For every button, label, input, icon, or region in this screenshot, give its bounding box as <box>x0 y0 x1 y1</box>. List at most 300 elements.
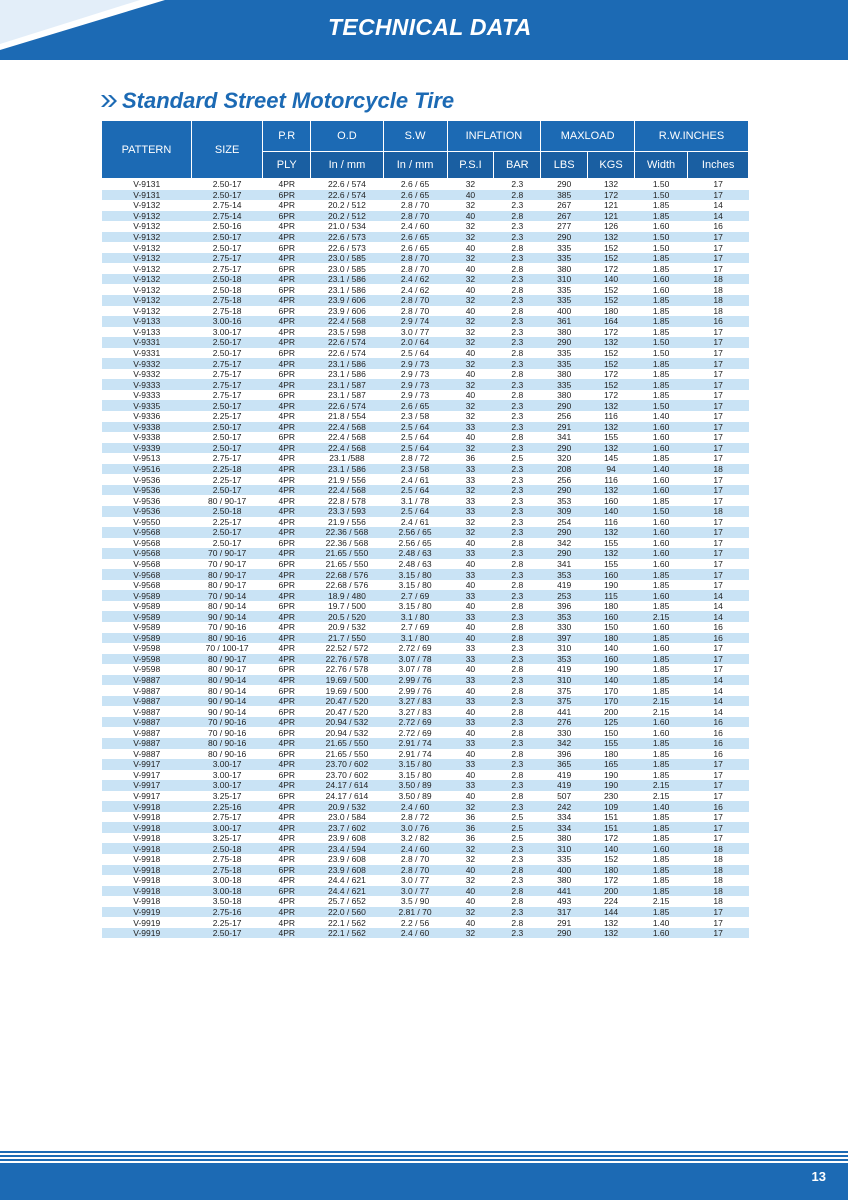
table-cell: 40 <box>447 886 494 897</box>
table-cell: 4PR <box>263 675 311 686</box>
table-cell: 4PR <box>263 200 311 211</box>
table-cell: 4PR <box>263 316 311 327</box>
table-cell: 24.17 / 614 <box>311 780 383 791</box>
table-cell: 396 <box>541 601 588 612</box>
table-cell: 361 <box>541 316 588 327</box>
table-cell: 4PR <box>263 759 311 770</box>
table-cell: 17 <box>688 422 749 433</box>
table-cell: 190 <box>588 664 635 675</box>
table-cell: 2.75-17 <box>191 812 262 823</box>
table-cell: 2.5 / 64 <box>383 443 447 454</box>
table-cell: 70 / 90-16 <box>191 622 262 633</box>
table-cell: 20.94 / 532 <box>311 727 383 738</box>
table-cell: 4PR <box>263 337 311 348</box>
table-cell: V-9536 <box>102 506 191 517</box>
table-cell: 2.50-18 <box>191 284 262 295</box>
table-cell: V-9550 <box>102 517 191 528</box>
table-cell: 90 / 90-14 <box>191 706 262 717</box>
table-cell: 6PR <box>263 770 311 781</box>
table-cell: 1.85 <box>634 601 687 612</box>
table-cell: 2.6 / 65 <box>383 190 447 201</box>
table-cell: 32 <box>447 253 494 264</box>
table-cell: 21.65 / 550 <box>311 738 383 749</box>
table-cell: 21.65 / 550 <box>311 749 383 760</box>
table-cell: 2.4 / 61 <box>383 517 447 528</box>
table-cell: 2.5 / 64 <box>383 485 447 496</box>
page-number: 13 <box>811 1169 826 1184</box>
table-row <box>102 854 749 865</box>
table-cell: 17 <box>688 337 749 348</box>
table-cell: 32 <box>447 400 494 411</box>
table-row <box>102 559 749 570</box>
table-row <box>102 369 749 380</box>
table-row <box>102 727 749 738</box>
table-cell: 126 <box>588 221 635 232</box>
table-cell: 1.85 <box>634 770 687 781</box>
table-cell: 2.3 <box>494 495 541 506</box>
table-cell: 2.8 <box>494 896 541 907</box>
table-cell: 2.2 / 56 <box>383 917 447 928</box>
table-cell: 335 <box>541 295 588 306</box>
table-cell: 4PR <box>263 696 311 707</box>
table-cell: 17 <box>688 643 749 654</box>
table-row <box>102 633 749 644</box>
table-cell: 290 <box>541 928 588 939</box>
table-cell: 17 <box>688 664 749 675</box>
table-cell: 4PR <box>263 400 311 411</box>
table-cell: 2.50-17 <box>191 432 262 443</box>
table-cell: 17 <box>688 928 749 939</box>
table-cell: 2.8 <box>494 580 541 591</box>
table-cell: 441 <box>541 886 588 897</box>
page-title: TECHNICAL DATA <box>328 14 532 40</box>
table-cell: 2.3 <box>494 643 541 654</box>
table-cell: 2.50-17 <box>191 400 262 411</box>
table-cell: 172 <box>588 263 635 274</box>
table-cell: 180 <box>588 601 635 612</box>
table-cell: 33 <box>447 780 494 791</box>
table-cell: V-9568 <box>102 569 191 580</box>
table-cell: 4PR <box>263 358 311 369</box>
table-cell: 22.68 / 576 <box>311 580 383 591</box>
table-cell: V-9918 <box>102 833 191 844</box>
table-cell: 132 <box>588 179 635 190</box>
table-row <box>102 253 749 264</box>
table-cell: 40 <box>447 865 494 876</box>
table-cell: 2.8 <box>494 284 541 295</box>
table-cell: V-9918 <box>102 822 191 833</box>
table-row <box>102 327 749 338</box>
table-cell: 33 <box>447 506 494 517</box>
table-cell: 23.1 / 586 <box>311 464 383 475</box>
table-cell: 3.5 / 90 <box>383 896 447 907</box>
subheader-width: Width <box>634 152 687 179</box>
table-cell: 2.3 <box>494 696 541 707</box>
table-cell: 2.75-18 <box>191 295 262 306</box>
table-cell: 33 <box>447 654 494 665</box>
table-cell: 3.15 / 80 <box>383 759 447 770</box>
table-cell: 3.50-18 <box>191 896 262 907</box>
table-cell: 342 <box>541 538 588 549</box>
table-cell: 2.3 <box>494 675 541 686</box>
table-cell: 151 <box>588 822 635 833</box>
table-cell: 2.9 / 73 <box>383 369 447 380</box>
table-cell: 80 / 90-16 <box>191 633 262 644</box>
table-cell: 18 <box>688 464 749 475</box>
table-cell: 22.6 / 573 <box>311 242 383 253</box>
table-cell: 4PR <box>263 453 311 464</box>
table-cell: 17 <box>688 232 749 243</box>
table-cell: 2.50-18 <box>191 843 262 854</box>
table-cell: 2.75-17 <box>191 263 262 274</box>
table-cell: 14 <box>688 590 749 601</box>
table-cell: 400 <box>541 865 588 876</box>
table-cell: 160 <box>588 654 635 665</box>
table-cell: 2.4 / 61 <box>383 474 447 485</box>
table-cell: 14 <box>688 200 749 211</box>
table-cell: 17 <box>688 369 749 380</box>
table-cell: 1.85 <box>634 263 687 274</box>
table-cell: 290 <box>541 232 588 243</box>
table-cell: 23.4 / 594 <box>311 843 383 854</box>
table-cell: 121 <box>588 200 635 211</box>
table-cell: 1.85 <box>634 749 687 760</box>
table-cell: 256 <box>541 411 588 422</box>
table-cell: 4PR <box>263 517 311 528</box>
table-cell: 19.7 / 500 <box>311 601 383 612</box>
table-cell: 40 <box>447 633 494 644</box>
table-cell: 17 <box>688 348 749 359</box>
table-cell: 36 <box>447 453 494 464</box>
table-cell: 115 <box>588 590 635 601</box>
table-cell: V-9516 <box>102 464 191 475</box>
table-cell: 4PR <box>263 422 311 433</box>
table-cell: 3.0 / 77 <box>383 886 447 897</box>
table-row <box>102 611 749 622</box>
table-cell: 17 <box>688 548 749 559</box>
table-cell: 334 <box>541 812 588 823</box>
table-cell: 14 <box>688 211 749 222</box>
table-row <box>102 263 749 274</box>
table-cell: 40 <box>447 390 494 401</box>
table-cell: V-9132 <box>102 242 191 253</box>
table-cell: 1.85 <box>634 358 687 369</box>
table-cell: 22.4 / 568 <box>311 485 383 496</box>
header-pr: P.R <box>263 121 311 152</box>
table-cell: 2.3 <box>494 611 541 622</box>
table-cell: 4PR <box>263 917 311 928</box>
table-cell: 132 <box>588 548 635 559</box>
table-cell: 290 <box>541 485 588 496</box>
table-cell: 18 <box>688 843 749 854</box>
table-cell: V-9133 <box>102 316 191 327</box>
table-cell: 32 <box>447 274 494 285</box>
table-cell: 2.75-17 <box>191 253 262 264</box>
table-cell: 4PR <box>263 590 311 601</box>
table-cell: 2.8 <box>494 432 541 443</box>
table-cell: 140 <box>588 274 635 285</box>
table-cell: 20.94 / 532 <box>311 717 383 728</box>
header-rw-inches: R.W.INCHES <box>634 121 748 152</box>
table-cell: 4PR <box>263 633 311 644</box>
table-cell: 160 <box>588 611 635 622</box>
table-cell: 200 <box>588 886 635 897</box>
table-cell: 2.5 / 64 <box>383 432 447 443</box>
table-cell: 16 <box>688 738 749 749</box>
table-cell: 335 <box>541 284 588 295</box>
table-cell: V-9513 <box>102 453 191 464</box>
table-cell: 2.50-17 <box>191 242 262 253</box>
table-row <box>102 865 749 876</box>
table-cell: 353 <box>541 495 588 506</box>
table-cell: 33 <box>447 474 494 485</box>
table-cell: 2.75-17 <box>191 453 262 464</box>
table-cell: 40 <box>447 601 494 612</box>
table-row <box>102 928 749 939</box>
table-cell: 2.3 <box>494 232 541 243</box>
table-cell: 70 / 90-17 <box>191 548 262 559</box>
table-cell: 310 <box>541 643 588 654</box>
table-cell: V-9332 <box>102 369 191 380</box>
table-cell: 32 <box>447 854 494 865</box>
table-cell: 3.0 / 77 <box>383 875 447 886</box>
table-cell: 2.7 / 69 <box>383 590 447 601</box>
table-cell: 25.7 / 652 <box>311 896 383 907</box>
table-cell: 4PR <box>263 833 311 844</box>
table-row <box>102 601 749 612</box>
table-row <box>102 791 749 802</box>
table-cell: 32 <box>447 801 494 812</box>
table-cell: 14 <box>688 611 749 622</box>
table-cell: 17 <box>688 770 749 781</box>
table-cell: 2.50-18 <box>191 506 262 517</box>
table-cell: 80 / 90-17 <box>191 569 262 580</box>
table-cell: 151 <box>588 812 635 823</box>
table-cell: 3.0 / 77 <box>383 327 447 338</box>
table-cell: 17 <box>688 907 749 918</box>
table-cell: 2.3 <box>494 274 541 285</box>
table-cell: 1.85 <box>634 327 687 338</box>
header-maxload: MAXLOAD <box>541 121 635 152</box>
table-cell: 2.3 <box>494 358 541 369</box>
table-cell: 335 <box>541 358 588 369</box>
table-cell: 14 <box>688 675 749 686</box>
table-cell: V-9917 <box>102 791 191 802</box>
table-cell: 400 <box>541 306 588 317</box>
table-row <box>102 759 749 770</box>
table-cell: 150 <box>588 622 635 633</box>
table-cell: 1.60 <box>634 284 687 295</box>
table-cell: 2.25-18 <box>191 464 262 475</box>
table-cell: 4PR <box>263 812 311 823</box>
table-cell: 365 <box>541 759 588 770</box>
table-cell: 33 <box>447 611 494 622</box>
table-cell: 160 <box>588 495 635 506</box>
table-cell: 2.8 <box>494 242 541 253</box>
table-cell: 320 <box>541 453 588 464</box>
table-cell: V-9918 <box>102 854 191 865</box>
table-cell: 2.25-16 <box>191 801 262 812</box>
table-row <box>102 801 749 812</box>
table-cell: V-9918 <box>102 886 191 897</box>
table-cell: 3.00-18 <box>191 886 262 897</box>
table-cell: 2.72 / 69 <box>383 727 447 738</box>
table-cell: 6PR <box>263 749 311 760</box>
table-cell: 2.3 <box>494 801 541 812</box>
table-cell: 230 <box>588 791 635 802</box>
table-cell: 1.60 <box>634 517 687 528</box>
table-cell: V-9132 <box>102 211 191 222</box>
table-cell: 335 <box>541 242 588 253</box>
table-cell: 14 <box>688 601 749 612</box>
table-cell: 1.60 <box>634 538 687 549</box>
table-cell: 1.85 <box>634 854 687 865</box>
table-cell: 132 <box>588 527 635 538</box>
table-cell: 4PR <box>263 464 311 475</box>
table-cell: 334 <box>541 822 588 833</box>
table-cell: 155 <box>588 738 635 749</box>
table-cell: 17 <box>688 538 749 549</box>
table-cell: 2.75-18 <box>191 306 262 317</box>
table-cell: 2.8 <box>494 538 541 549</box>
table-cell: 2.50-17 <box>191 348 262 359</box>
subheader-ply: PLY <box>263 152 311 179</box>
table-cell: 33 <box>447 464 494 475</box>
table-cell: 16 <box>688 717 749 728</box>
table-row <box>102 696 749 707</box>
table-cell: 1.85 <box>634 738 687 749</box>
table-cell: 419 <box>541 580 588 591</box>
table-cell: 3.27 / 83 <box>383 696 447 707</box>
table-cell: V-9887 <box>102 727 191 738</box>
table-cell: V-9589 <box>102 601 191 612</box>
table-cell: V-9536 <box>102 474 191 485</box>
table-cell: 1.60 <box>634 727 687 738</box>
table-cell: 132 <box>588 928 635 939</box>
subheader-kgs: KGS <box>588 152 635 179</box>
table-row <box>102 917 749 928</box>
table-cell: 2.75-17 <box>191 358 262 369</box>
table-cell: 152 <box>588 295 635 306</box>
table-cell: V-9536 <box>102 495 191 506</box>
table-cell: 23.7 / 602 <box>311 822 383 833</box>
table-cell: 2.4 / 60 <box>383 801 447 812</box>
table-cell: 4PR <box>263 780 311 791</box>
table-row <box>102 464 749 475</box>
table-cell: 2.8 <box>494 917 541 928</box>
table-cell: 2.9 / 73 <box>383 390 447 401</box>
table-cell: 40 <box>447 727 494 738</box>
table-row <box>102 738 749 749</box>
table-cell: 22.8 / 578 <box>311 495 383 506</box>
table-cell: 23.5 / 598 <box>311 327 383 338</box>
table-cell: 40 <box>447 896 494 907</box>
table-cell: 2.9 / 73 <box>383 358 447 369</box>
table-cell: 90 / 90-14 <box>191 611 262 622</box>
table-row <box>102 706 749 717</box>
table-row <box>102 358 749 369</box>
table-cell: 2.7 / 69 <box>383 622 447 633</box>
table-cell: 17 <box>688 443 749 454</box>
table-cell: 80 / 90-16 <box>191 749 262 760</box>
table-cell: 2.8 <box>494 601 541 612</box>
table-cell: 1.60 <box>634 843 687 854</box>
table-cell: 2.25-17 <box>191 411 262 422</box>
table-cell: 23.9 / 606 <box>311 295 383 306</box>
table-cell: V-9132 <box>102 306 191 317</box>
table-cell: 33 <box>447 495 494 506</box>
subheader-lbs: LBS <box>541 152 588 179</box>
table-cell: 2.9 / 74 <box>383 316 447 327</box>
table-cell: 40 <box>447 664 494 675</box>
table-cell: 2.3 <box>494 422 541 433</box>
table-cell: 2.8 <box>494 369 541 380</box>
table-cell: 2.8 <box>494 886 541 897</box>
table-cell: 2.3 <box>494 928 541 939</box>
table-cell: 2.3 <box>494 179 541 190</box>
table-cell: 132 <box>588 443 635 454</box>
table-cell: 1.40 <box>634 917 687 928</box>
table-row <box>102 316 749 327</box>
table-cell: 1.60 <box>634 221 687 232</box>
table-cell: 150 <box>588 727 635 738</box>
table-cell: 22.1 / 562 <box>311 917 383 928</box>
table-cell: 80 / 90-17 <box>191 664 262 675</box>
table-cell: 180 <box>588 749 635 760</box>
table-cell: 23.70 / 602 <box>311 770 383 781</box>
table-cell: 19.69 / 500 <box>311 685 383 696</box>
table-cell: 2.6 / 65 <box>383 232 447 243</box>
table-cell: 2.8 / 72 <box>383 453 447 464</box>
table-cell: 32 <box>447 337 494 348</box>
table-cell: 2.15 <box>634 791 687 802</box>
table-cell: 4PR <box>263 928 311 939</box>
table-row <box>102 400 749 411</box>
table-cell: 2.50-16 <box>191 221 262 232</box>
table-cell: 4PR <box>263 896 311 907</box>
table-cell: 2.25-17 <box>191 474 262 485</box>
table-row <box>102 527 749 538</box>
table-cell: 2.8 <box>494 865 541 876</box>
table-cell: 1.85 <box>634 390 687 401</box>
table-cell: 155 <box>588 538 635 549</box>
table-cell: 24.4 / 621 <box>311 886 383 897</box>
table-cell: 342 <box>541 738 588 749</box>
table-cell: 2.3 <box>494 253 541 264</box>
table-cell: V-9331 <box>102 348 191 359</box>
table-cell: 18 <box>688 306 749 317</box>
table-cell: 17 <box>688 654 749 665</box>
table-cell: 121 <box>588 211 635 222</box>
table-cell: 2.5 <box>494 453 541 464</box>
double-chevron-icon <box>100 92 118 110</box>
table-cell: 3.50 / 89 <box>383 780 447 791</box>
table-cell: 17 <box>688 580 749 591</box>
table-cell: 70 / 90-16 <box>191 717 262 728</box>
table-cell: 2.4 / 60 <box>383 928 447 939</box>
table-cell: 4PR <box>263 622 311 633</box>
table-cell: 19.69 / 500 <box>311 675 383 686</box>
table-row <box>102 717 749 728</box>
table-cell: V-9917 <box>102 770 191 781</box>
table-cell: 6PR <box>263 242 311 253</box>
table-cell: 1.85 <box>634 664 687 675</box>
table-cell: 3.15 / 80 <box>383 569 447 580</box>
table-cell: 17 <box>688 780 749 791</box>
table-cell: 3.15 / 80 <box>383 770 447 781</box>
table-cell: 330 <box>541 622 588 633</box>
table-cell: 2.3 <box>494 569 541 580</box>
